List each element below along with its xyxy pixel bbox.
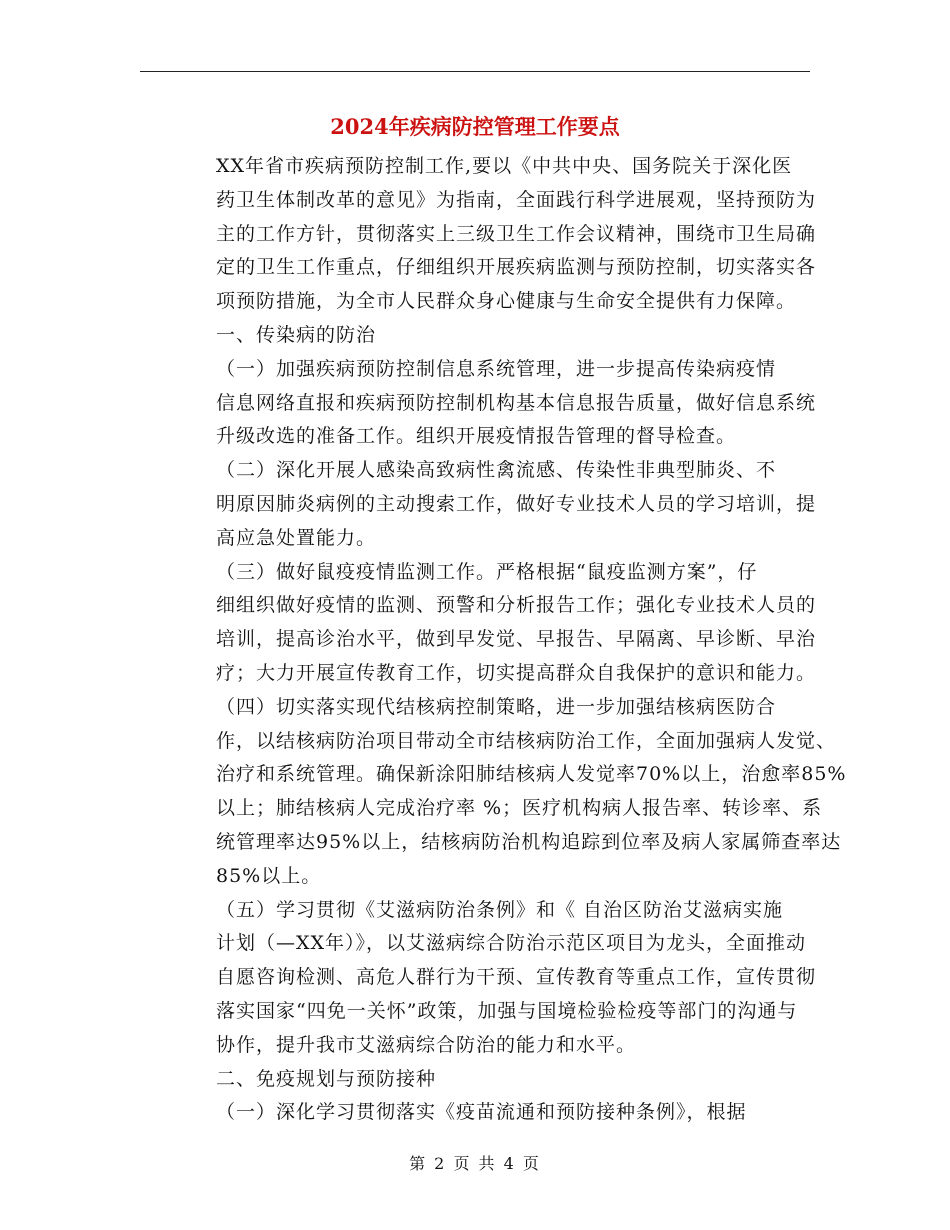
text-line: （一）加强疾病预防控制信息系统管理，进一步提高传染病疫情 [216,357,777,380]
text-line: 项预防措施，为全市人民群众身心健康与生命安全提供有力保障。 [216,290,797,313]
text-line: （一）深化学习贯彻落实《疫苗流通和预防接种条例》，根据 [216,1101,747,1124]
header-rule [140,71,810,72]
document-title: 2024年疾病防控管理工作要点 [330,114,620,139]
text-line: 85%以上。 [216,864,322,887]
text-line: （二）深化开展人感染高致病性禽流感、传染性非典型肺炎、不 [216,459,777,482]
text-line: 升级改选的准备工作。组织开展疫情报告管理的督导检查。 [216,425,737,448]
paragraph [140,691,847,894]
page-number: 第 2 页 共 4 页 [409,1154,541,1173]
text-line: 疗；大力开展宣传教育工作，切实提高群众自我保护的意识和能力。 [216,661,817,684]
text-line: 一、传染病的防治 [216,323,377,346]
text-line: 药卫生体制改革的意见》为指南，全面践行科学进展观，坚持预防为 [216,188,817,211]
text-line: 协作，提升我市艾滋病综合防治的能力和水平。 [216,1033,637,1056]
text-line: 自愿咨询检测、高危人群行为干预、宣传教育等重点工作，宣传贯彻 [216,966,817,989]
text-line: 细组织做好疫情的监测、预警和分析报告工作；强化专业技术人员的 [216,594,817,617]
text-line: 主的工作方针，贯彻落实上三级卫生工作会议精神，围绕市卫生局确 [216,222,817,245]
text-line: 定的卫生工作重点，仔细组织开展疾病监测与预防控制，切实落实各 [216,256,817,279]
text-line: XX年省市疾病预防控制工作,要以《中共中央、国务院关于深化医 [216,155,793,177]
text-line: 培训，提高诊治水平，做到早发觉、早报告、早隔离、早诊断、早治 [216,628,817,651]
text-line: 落实国家“四免一关怀”政策，加强与国境检验检疫等部门的沟通与 [216,999,798,1022]
text-line: 高应急处置能力。 [216,526,377,549]
text-line: 作，以结核病防治项目带动全市结核病防治工作，全面加强病人发觉、 [216,729,837,752]
paragraph [140,454,817,555]
text-line: 二、免疫规划与预防接种 [216,1067,437,1090]
text-line: 信息网络直报和疾病预防控制机构基本信息报告质量，做好信息系统 [216,391,817,414]
text-line: （四）切实落实现代结核病控制策略，进一步加强结核病医防合 [216,695,777,718]
paragraph [140,319,810,353]
paragraph [140,353,817,454]
text-line: 统管理率达95%以上，结核病防治机构追踪到位率及病人家属筛查率达 [216,830,842,853]
text-line: 计划（—XX年）》，以艾滋病综合防治示范区项目为龙头，全面推动 [216,932,807,955]
text-line: （五）学习贯彻《艾滋病防治条例》和《 自治区防治艾滋病实施 [216,898,784,921]
paragraph [140,1096,810,1130]
text-line: 治疗和系统管理。确保新涂阳肺结核病人发觉率70%以上，治愈率85% [216,763,847,786]
text-line: （三）做好鼠疫疫情监测工作。严格根据“鼠疫监测方案”，仔 [216,560,758,583]
paragraph [140,556,817,691]
paragraph [140,894,817,1063]
paragraph [140,1063,810,1097]
paragraph [140,150,817,319]
document-body [140,150,847,1130]
text-line: 以上；肺结核病人完成治疗率 %；医疗机构病人报告率、转诊率、系 [216,797,823,820]
text-line: 明原因肺炎病例的主动搜索工作，做好专业技术人员的学习培训，提 [216,492,817,515]
